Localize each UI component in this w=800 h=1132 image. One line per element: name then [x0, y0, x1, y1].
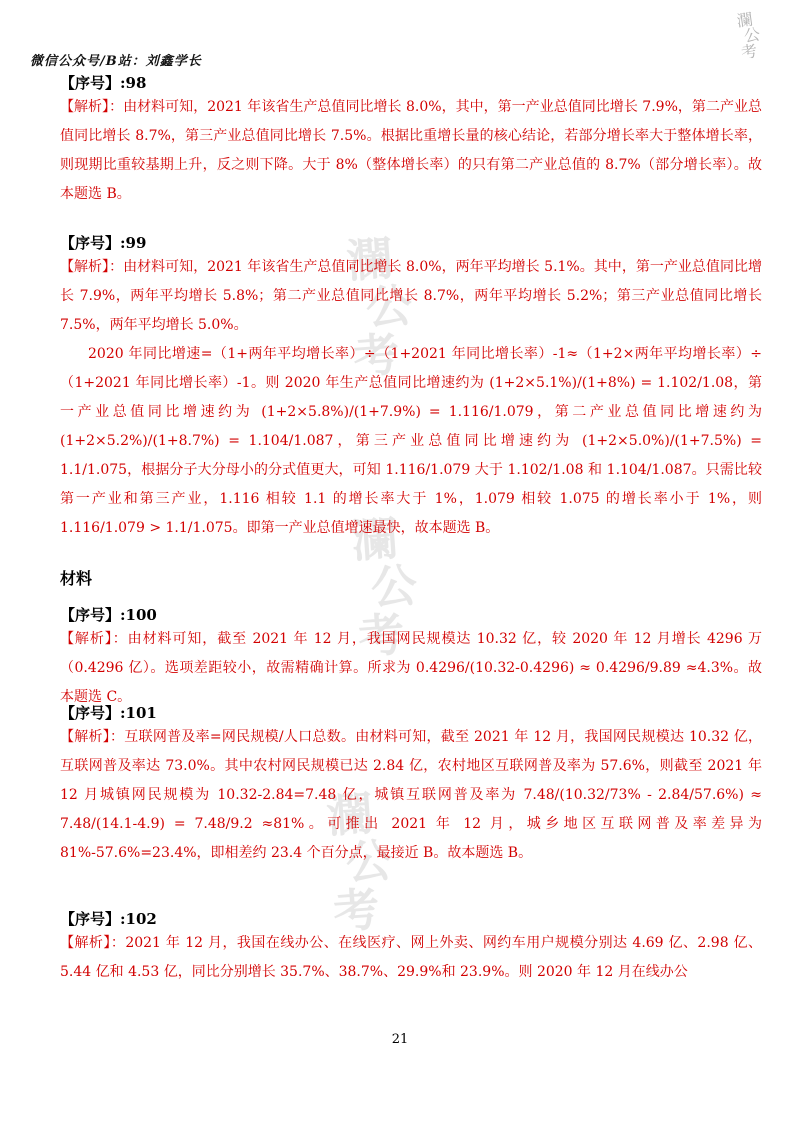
page-header-source: 微信公众号/B站：刘鑫学长 [30, 54, 202, 69]
question-analysis: 【解析】：由材料可知，截至 2021 年 12 月，我国网民规模达 10.32 亿，较 2020 年 12 月增长 4296 万（0.4296 亿）。选项差距较小，故需精确计算。所求为 0.4296/(10.32-0.4296) ≈ 0.4296/9.89 ≈4.3%。故本题选 C。 [60, 631, 762, 705]
page-number: 21 [391, 1032, 409, 1047]
question-98 [60, 72, 762, 209]
question-analysis: 【解析】：2021 年 12 月，我国在线办公、在线医疗、网上外卖、网约车用户规模分别达 4.69 亿、2.98 亿、5.44 亿和 4.53 亿，同比分别增长 35.7%、38.7%、29.9%和 23.9%。则 2020 年 12 月在线办公 [60, 935, 762, 980]
question-label: 【序号】:98 [60, 74, 147, 92]
watermark-logo: 瀾 公 考 [344, 231, 414, 384]
question-99 [60, 232, 762, 543]
section-title [60, 566, 762, 589]
question-100 [60, 604, 762, 712]
question-analysis-paragraph: 2020 年同比增速=（1+两年平均增长率）÷（1+2021 年同比增长率）-1≈（1+2×两年平均增长率）÷（1+2021 年同比增长率）-1。则 2020 年生产总值同比增速约为 (1+2×5.1%)/(1+8%) = 1.102/1.08，第一产业总值同比增速约为 (1+2×5.8%)/(1+7.9%) = 1.116/1.079，第二产业总值同比增速约为 (1+2×5.2%)/(1+8.7%) = 1.104/1.087，第三产业总值同比增速约为 (1+2×5.0%)/(1+7.5%) = 1.1/1.075，根据分子大分母小的分式值更大，可知 1.116/1.079 大于 1.102/1.08 和 1.104/1.087。只需比较第一产业和第三产业，1.116 相较 1.1 的增长率大于 1%，1.079 相较 1.075 的增长率小于 1%，则 1.116/1.079 > 1.1/1.075。即第一产业总值增速最快，故本题选 B。 [60, 346, 762, 536]
question-analysis: 【解析】：互联网普及率=网民规模/人口总数。由材料可知，截至 2021 年 12 月，我国网民规模达 10.32 亿，互联网普及率达 73.0%。其中农村网民规模已达 2.84 亿，农村地区互联网普及率为 57.6%，则截至 2021 年 12 月城镇网民规模为 10.32-2.84=7.48 亿，城镇互联网普及率为 7.48/(10.32/73% - 2.84/57.6%) ≈ 7.48/(14.1-4.9) = 7.48/9.2 ≈81%。可推出 2021 年 12 月，城乡地区互联网普及率差异为 81%-57.6%=23.4%，即相差约 23.4 个百分点，最接近 B。故本题选 B。 [60, 729, 762, 861]
question-label: 【序号】:100 [60, 606, 157, 624]
question-analysis: 【解析】：由材料可知，2021 年该省生产总值同比增长 8.0%，两年平均增长 5.1%。其中，第一产业总值同比增长 7.9%，两年平均增长 5.8%；第二产业总值同比增长 8.7%，两年平均增长 5.2%；第三产业总值同比增长 7.5%，两年平均增长 5.0%。 [60, 259, 762, 333]
question-101 [60, 702, 762, 868]
question-analysis: 【解析】：由材料可知，2021 年该省生产总值同比增长 8.0%，其中，第一产业总值同比增长 7.9%，第二产业总值同比增长 8.7%，第三产业总值同比增长 7.5%。根据比重增长量的核心结论，若部分增长率大于整体增长率，则现期比重较基期上升，反之则下降。大于 8%（整体增长率）的只有第二产业总值的 8.7%（部分增长率）。故本题选 B。 [60, 99, 762, 202]
question-label: 【序号】:101 [60, 704, 157, 722]
watermark-logo: 瀾 公 考 [324, 786, 394, 939]
question-label: 【序号】:99 [60, 234, 147, 252]
section-heading: 材料 [60, 569, 93, 588]
question-102 [60, 908, 762, 987]
watermark-logo-top: 瀾 公 考 [735, 9, 762, 63]
question-label: 【序号】:102 [60, 910, 157, 928]
watermark-logo: 瀾 公 考 [349, 511, 419, 664]
